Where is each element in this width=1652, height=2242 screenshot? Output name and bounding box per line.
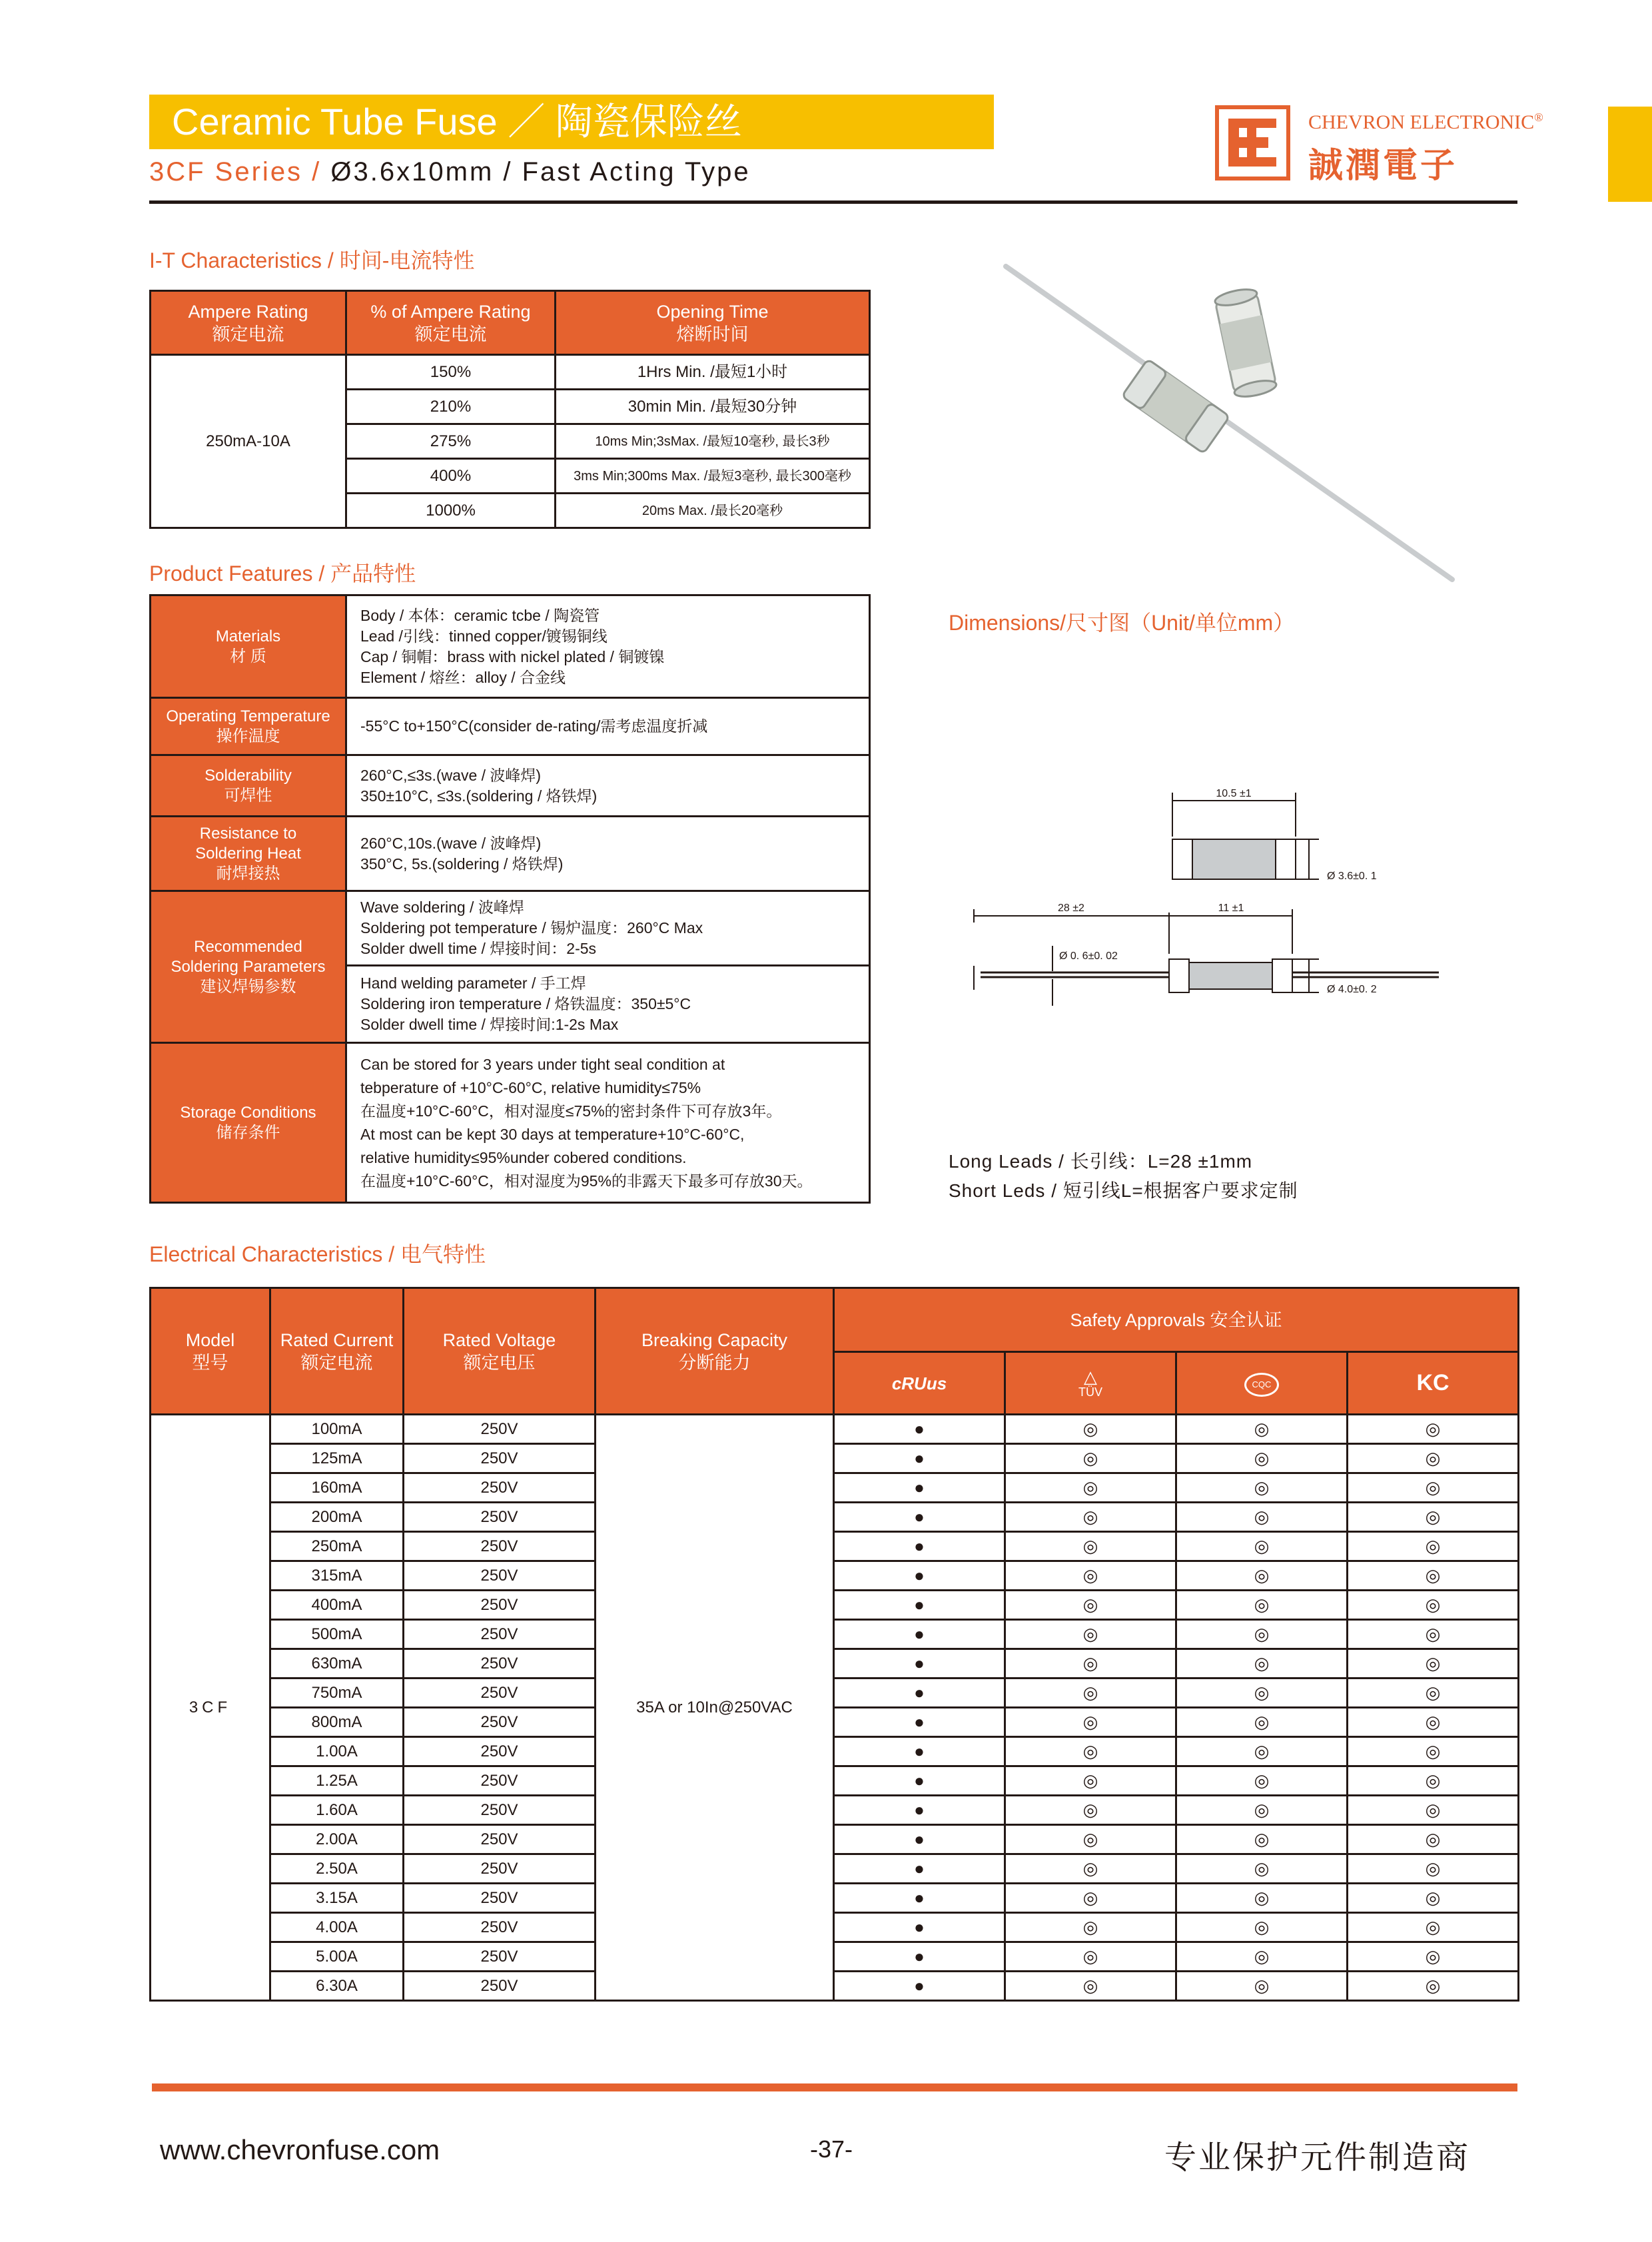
series-prefix: 3CF Series /	[149, 157, 331, 187]
ec-voltage: 250V	[404, 1796, 596, 1825]
ec-current: 630mA	[270, 1649, 404, 1679]
pf-label-recommended	[151, 891, 346, 1043]
cqc-approval-dot: ◎	[1176, 1942, 1348, 1972]
pf-table	[149, 594, 871, 1204]
ec-current: 1.60A	[270, 1796, 404, 1825]
dim-lead-length: 28 ±2	[1058, 903, 1084, 914]
kc-approval-dot: ◎	[1348, 1444, 1519, 1473]
ec-row	[151, 1708, 1519, 1737]
pf-heading: Product Features / 产品特性	[149, 561, 416, 585]
ul-approval-dot: ●	[834, 1913, 1005, 1942]
pf-label-storage	[151, 1043, 346, 1203]
dim-body-length-2: 11 ±1	[1218, 903, 1244, 914]
ec-header-line: Rated Current	[280, 1329, 394, 1350]
ec-current: 5.00A	[270, 1942, 404, 1972]
pf-label-line: Recommended	[194, 937, 302, 956]
ec-header-line: Model	[185, 1329, 235, 1350]
dim-body-diameter: Ø 3.6±0. 1	[1327, 871, 1377, 882]
ec-voltage: 250V	[404, 1913, 596, 1942]
ec-row	[151, 1444, 1519, 1473]
ul-approval-dot: ●	[834, 1649, 1005, 1679]
pf-text-line: tebperature of +10°C-60°C, relative humidity≤75%	[360, 1078, 701, 1096]
cqc-approval-dot: ◎	[1176, 1913, 1348, 1942]
pf-op-temp: -55°C to+150°C(consider de-rating/需考虑温度折减	[346, 698, 870, 755]
ec-header-model	[151, 1288, 270, 1415]
pf-label-materials	[151, 595, 346, 698]
page-number: -37-	[810, 2135, 853, 2163]
pf-label-line: 材 质	[230, 647, 266, 665]
ec-current: 250mA	[270, 1532, 404, 1561]
ec-row	[151, 1884, 1519, 1913]
it-time: 30min Min. /最短30分钟	[556, 390, 870, 424]
cqc-approval-dot: ◎	[1176, 1825, 1348, 1854]
pf-label-line: 储存条件	[216, 1123, 280, 1142]
ec-current: 800mA	[270, 1708, 404, 1737]
ec-row	[151, 1913, 1519, 1942]
cqc-approval-dot: ◎	[1176, 1679, 1348, 1708]
kc-approval-dot: ◎	[1348, 1620, 1519, 1649]
kc-approval-dot: ◎	[1348, 1415, 1519, 1444]
it-header-time	[556, 291, 870, 355]
pf-text-line: Solder dwell time / 焊接时间:1-2s Max	[360, 1016, 619, 1033]
pf-label-line: Resistance to	[199, 824, 297, 843]
series-spec: Ø3.6x10mm / Fast Acting Type	[330, 157, 751, 187]
kc-approval-dot: ◎	[1348, 1503, 1519, 1532]
it-pct: 275%	[346, 424, 556, 459]
ul-approval-dot: ●	[834, 1825, 1005, 1854]
pf-text-line: Soldering pot temperature / 锡炉温度：260°C Max	[360, 919, 703, 936]
it-time: 20ms Max. /最长20毫秒	[556, 494, 870, 528]
pf-text-line: 260°C,≤3s.(wave / 波峰焊)	[360, 766, 542, 784]
kc-approval-dot: ◎	[1348, 1679, 1519, 1708]
cqc-mark-icon: CQC	[1244, 1373, 1279, 1397]
ec-row	[151, 1415, 1519, 1444]
ec-current: 1.00A	[270, 1737, 404, 1766]
ul-approval-dot: ●	[834, 1591, 1005, 1620]
ec-voltage: 250V	[404, 1766, 596, 1796]
it-pct: 150%	[346, 355, 556, 390]
ec-row	[151, 1796, 1519, 1825]
pf-label-line: 建议焊锡参数	[200, 977, 296, 996]
tuv-approval-dot: ◎	[1005, 1766, 1176, 1796]
ec-voltage: 250V	[404, 1561, 596, 1591]
footer-url[interactable]: www.chevronfuse.com	[160, 2134, 440, 2165]
ec-header-tuv-icon	[1005, 1352, 1176, 1415]
cqc-approval-dot: ◎	[1176, 1649, 1348, 1679]
ec-row	[151, 1679, 1519, 1708]
pf-label-line: Soldering Parameters	[171, 957, 326, 976]
ec-current: 2.50A	[270, 1854, 404, 1884]
pf-text-line: 350°C, 5s.(soldering / 烙铁焊)	[360, 855, 564, 873]
ec-header-line: 分断能力	[678, 1352, 751, 1373]
dimensions-heading: Dimensions/尺寸图（Unit/单位mm）	[949, 611, 1295, 635]
tuv-approval-dot: ◎	[1005, 1591, 1176, 1620]
cqc-approval-dot: ◎	[1176, 1708, 1348, 1737]
ec-table	[149, 1287, 1519, 2002]
pf-label-resist	[151, 817, 346, 891]
tuv-approval-dot: ◎	[1005, 1532, 1176, 1561]
pf-label-line: 可焊性	[224, 786, 272, 805]
ec-voltage: 250V	[404, 1854, 596, 1884]
tuv-approval-dot: ◎	[1005, 1942, 1176, 1972]
pf-label-line: 操作温度	[216, 727, 280, 745]
tuv-approval-dot: ◎	[1005, 1561, 1176, 1591]
long-leads-note: Long Leads / 长引线：L=28 ±1mm	[949, 1151, 1253, 1172]
tuv-approval-dot: ◎	[1005, 1825, 1176, 1854]
ec-header-current	[270, 1288, 404, 1415]
ec-current: 100mA	[270, 1415, 404, 1444]
ul-approval-dot: ●	[834, 1708, 1005, 1737]
ec-header-ul-icon	[834, 1352, 1005, 1415]
pf-text-line: 在温度+10°C-60°C，相对湿度≤75%的密封条件下可存放3年。	[360, 1102, 782, 1120]
dimension-drawing	[959, 779, 1505, 1072]
ec-row	[151, 1766, 1519, 1796]
ec-header-line: 额定电压	[463, 1352, 536, 1373]
cqc-approval-dot: ◎	[1176, 1503, 1348, 1532]
ec-heading: Electrical Characteristics / 电气特性	[149, 1242, 486, 1266]
pf-resist	[346, 817, 870, 891]
tuv-approval-dot: ◎	[1005, 1503, 1176, 1532]
pf-text-line: Soldering iron temperature / 烙铁温度：350±5°C	[360, 995, 691, 1012]
cqc-approval-dot: ◎	[1176, 1620, 1348, 1649]
kc-approval-dot: ◎	[1348, 1825, 1519, 1854]
dim-lead-diameter: Ø 0. 6±0. 02	[1059, 950, 1118, 962]
page-title: Ceramic Tube Fuse ／ 陶瓷保险丝	[172, 101, 742, 143]
ec-row	[151, 1737, 1519, 1766]
ec-header-safety: Safety Approvals 安全认证	[834, 1288, 1519, 1352]
cqc-approval-dot: ◎	[1176, 1473, 1348, 1503]
pf-storage	[346, 1043, 870, 1203]
ec-row	[151, 1620, 1519, 1649]
pf-label-line: 耐焊接热	[216, 864, 280, 883]
tuv-approval-dot: ◎	[1005, 1620, 1176, 1649]
pf-text-line: Solder dwell time / 焊接时间：2-5s	[360, 940, 597, 957]
pf-text-line: 260°C,10s.(wave / 波峰焊)	[360, 834, 542, 852]
ec-header-line: Rated Voltage	[442, 1329, 556, 1350]
tuv-approval-dot: ◎	[1005, 1796, 1176, 1825]
kc-approval-dot: ◎	[1348, 1591, 1519, 1620]
pf-solder	[346, 755, 870, 817]
tuv-approval-dot: ◎	[1005, 1649, 1176, 1679]
it-header-ampere-cn: 额定电流	[212, 324, 284, 344]
pf-text-line: relative humidity≤95%under cobered conditions.	[360, 1148, 687, 1166]
pf-rec-wave	[346, 891, 870, 966]
pf-label-line: Solderability	[205, 766, 292, 785]
ec-voltage: 250V	[404, 1737, 596, 1766]
it-header-ampere-en: Ampere Rating	[188, 301, 308, 322]
kc-approval-dot: ◎	[1348, 1561, 1519, 1591]
ul-approval-dot: ●	[834, 1972, 1005, 2001]
tuv-approval-dot: ◎	[1005, 1444, 1176, 1473]
ec-current: 500mA	[270, 1620, 404, 1649]
ec-voltage: 250V	[404, 1532, 596, 1561]
kc-approval-dot: ◎	[1348, 1708, 1519, 1737]
tuv-approval-dot: ◎	[1005, 1884, 1176, 1913]
ec-row	[151, 1591, 1519, 1620]
pf-text-line: At most can be kept 30 days at temperature+10°C-60°C,	[360, 1125, 745, 1143]
logo-registered: ®	[1534, 111, 1543, 124]
ul-approval-dot: ●	[834, 1854, 1005, 1884]
footer-rule	[152, 2083, 1517, 2091]
ul-approval-dot: ●	[834, 1532, 1005, 1561]
ul-approval-dot: ●	[834, 1766, 1005, 1796]
tuv-approval-dot: ◎	[1005, 1737, 1176, 1766]
ec-row	[151, 1649, 1519, 1679]
logo-text-en	[1308, 111, 1543, 134]
kc-approval-dot: ◎	[1348, 1913, 1519, 1942]
pf-text-line: Wave soldering / 波峰焊	[360, 899, 524, 916]
ul-approval-dot: ●	[834, 1503, 1005, 1532]
tuv-triangle-icon: △	[1084, 1366, 1097, 1387]
it-header-percent-cn: 额定电流	[414, 324, 487, 344]
pf-text-line: Can be stored for 3 years under tight seal condition at	[360, 1055, 725, 1073]
ec-current: 400mA	[270, 1591, 404, 1620]
ec-row	[151, 1972, 1519, 2001]
it-header-ampere	[151, 291, 346, 355]
tuv-approval-dot: ◎	[1005, 1415, 1176, 1444]
it-table	[149, 290, 871, 529]
ec-header-kc-icon	[1348, 1352, 1519, 1415]
ec-voltage: 250V	[404, 1591, 596, 1620]
side-tab	[1608, 107, 1652, 202]
ec-voltage: 250V	[404, 1972, 596, 2001]
tuv-approval-dot: ◎	[1005, 1913, 1176, 1942]
pf-materials	[346, 595, 870, 698]
ul-approval-dot: ●	[834, 1620, 1005, 1649]
ec-voltage: 250V	[404, 1620, 596, 1649]
tuv-mark-text: TÜV	[1078, 1385, 1102, 1399]
ec-current: 3.15A	[270, 1884, 404, 1913]
cqc-approval-dot: ◎	[1176, 1532, 1348, 1561]
cqc-approval-dot: ◎	[1176, 1561, 1348, 1591]
ul-approval-dot: ●	[834, 1942, 1005, 1972]
pf-label-line: Soldering Heat	[195, 844, 301, 863]
it-range: 250mA-10A	[151, 355, 346, 528]
pf-text-line: 在温度+10°C-60°C，相对湿度为95%的非露天下最多可存放30天。	[360, 1172, 813, 1190]
ec-header-breaking	[596, 1288, 834, 1415]
pf-text-line: Cap / 铜帽：brass with nickel plated / 铜镀镍	[360, 647, 665, 665]
tuv-approval-dot: ◎	[1005, 1708, 1176, 1737]
cqc-approval-dot: ◎	[1176, 1854, 1348, 1884]
ec-model: 3CF	[151, 1415, 270, 2001]
ec-row	[151, 1473, 1519, 1503]
ec-voltage: 250V	[404, 1884, 596, 1913]
dim-body-length: 10.5 ±1	[1216, 788, 1252, 799]
ec-header-line: Breaking Capacity	[641, 1329, 788, 1350]
it-header-time-en: Opening Time	[656, 301, 769, 322]
cqc-approval-dot: ◎	[1176, 1415, 1348, 1444]
ec-current: 6.30A	[270, 1972, 404, 2001]
it-header-percent	[346, 291, 556, 355]
ec-voltage: 250V	[404, 1825, 596, 1854]
it-pct: 210%	[346, 390, 556, 424]
header-rule	[149, 200, 1517, 204]
ec-row	[151, 1825, 1519, 1854]
it-pct: 1000%	[346, 494, 556, 528]
pf-text-line: 350±10°C, ≤3s.(soldering / 烙铁焊)	[360, 787, 598, 805]
ul-approval-dot: ●	[834, 1884, 1005, 1913]
ec-voltage: 250V	[404, 1708, 596, 1737]
logo-en-label: CHEVRON ELECTRONIC	[1308, 111, 1535, 133]
cqc-approval-dot: ◎	[1176, 1444, 1348, 1473]
ec-voltage: 250V	[404, 1473, 596, 1503]
kc-mark-icon: KC	[1416, 1369, 1449, 1395]
pf-text-line: Body / 本体：ceramic tcbe / 陶瓷管	[360, 606, 600, 624]
kc-approval-dot: ◎	[1348, 1532, 1519, 1561]
ec-current: 750mA	[270, 1679, 404, 1708]
tuv-approval-dot: ◎	[1005, 1473, 1176, 1503]
kc-approval-dot: ◎	[1348, 1972, 1519, 2001]
it-header-time-cn: 熔断时间	[676, 324, 749, 344]
ec-breaking: 35A or 10In@250VAC	[596, 1415, 834, 2001]
dim-cap-diameter: Ø 4.0±0. 2	[1327, 984, 1377, 995]
it-pct: 400%	[346, 459, 556, 494]
logo-text-cn: 誠潤電子	[1308, 145, 1458, 186]
cqc-approval-dot: ◎	[1176, 1737, 1348, 1766]
tuv-approval-dot: ◎	[1005, 1854, 1176, 1884]
tuv-approval-dot: ◎	[1005, 1679, 1176, 1708]
cqc-approval-dot: ◎	[1176, 1884, 1348, 1913]
ec-row	[151, 1532, 1519, 1561]
ec-voltage: 250V	[404, 1679, 596, 1708]
pf-rec-hand	[346, 966, 870, 1043]
it-heading: I-T Characteristics / 时间-电流特性	[149, 248, 475, 272]
cqc-approval-dot: ◎	[1176, 1796, 1348, 1825]
ul-approval-dot: ●	[834, 1737, 1005, 1766]
pf-text-line: Lead /引线：tinned copper/镀锡铜线	[360, 627, 608, 645]
ul-approval-dot: ●	[834, 1796, 1005, 1825]
kc-approval-dot: ◎	[1348, 1737, 1519, 1766]
ec-row	[151, 1942, 1519, 1972]
pf-label-op-temp	[151, 698, 346, 755]
kc-approval-dot: ◎	[1348, 1854, 1519, 1884]
it-time: 3ms Min;300ms Max. /最短3毫秒, 最长300毫秒	[556, 459, 870, 494]
kc-approval-dot: ◎	[1348, 1766, 1519, 1796]
short-leads-note: Short Leds / 短引线L=根据客户要求定制	[949, 1180, 1298, 1201]
ec-body	[151, 1415, 1519, 2001]
ec-header-line: 型号	[192, 1352, 228, 1373]
pf-label-line: Materials	[215, 627, 281, 645]
cqc-approval-dot: ◎	[1176, 1591, 1348, 1620]
ec-current: 2.00A	[270, 1825, 404, 1854]
ul-approval-dot: ●	[834, 1444, 1005, 1473]
series-subtitle	[149, 157, 751, 187]
it-time: 1Hrs Min. /最短1小时	[556, 355, 870, 390]
ec-row	[151, 1561, 1519, 1591]
kc-approval-dot: ◎	[1348, 1649, 1519, 1679]
tuv-approval-dot: ◎	[1005, 1972, 1176, 2001]
ec-current: 200mA	[270, 1503, 404, 1532]
ec-header-line: 额定电流	[300, 1352, 373, 1373]
ul-approval-dot: ●	[834, 1473, 1005, 1503]
kc-approval-dot: ◎	[1348, 1884, 1519, 1913]
ul-approval-dot: ●	[834, 1561, 1005, 1591]
it-header-percent-en: % of Ampere Rating	[370, 301, 531, 322]
pf-text-line: Hand welding parameter / 手工焊	[360, 974, 586, 992]
footer-tagline: 专业保护元件制造商	[1164, 2140, 1471, 2175]
ec-row	[151, 1503, 1519, 1532]
ec-header-cqc-icon	[1176, 1352, 1348, 1415]
kc-approval-dot: ◎	[1348, 1473, 1519, 1503]
pf-label-solder	[151, 755, 346, 817]
cqc-approval-dot: ◎	[1176, 1972, 1348, 2001]
ec-current: 315mA	[270, 1561, 404, 1591]
kc-approval-dot: ◎	[1348, 1942, 1519, 1972]
ul-mark-icon: cRUus	[891, 1373, 947, 1393]
ec-voltage: 250V	[404, 1942, 596, 1972]
ul-approval-dot: ●	[834, 1679, 1005, 1708]
fuse-photo-illustration	[999, 260, 1465, 593]
ul-approval-dot: ●	[834, 1415, 1005, 1444]
kc-approval-dot: ◎	[1348, 1796, 1519, 1825]
cqc-approval-dot: ◎	[1176, 1766, 1348, 1796]
ec-header-voltage	[404, 1288, 596, 1415]
pf-label-line: Operating Temperature	[166, 707, 330, 725]
pf-label-line: Storage Conditions	[180, 1103, 316, 1122]
it-time: 10ms Min;3sMax. /最短10毫秒, 最长3秒	[556, 424, 870, 459]
ec-voltage: 250V	[404, 1415, 596, 1444]
ec-voltage: 250V	[404, 1503, 596, 1532]
ec-current: 160mA	[270, 1473, 404, 1503]
ec-current: 4.00A	[270, 1913, 404, 1942]
ec-current: 1.25A	[270, 1766, 404, 1796]
ec-voltage: 250V	[404, 1444, 596, 1473]
ec-current: 125mA	[270, 1444, 404, 1473]
ec-row	[151, 1854, 1519, 1884]
pf-text-line: Element / 熔丝：alloy / 合金线	[360, 668, 566, 686]
chevron-logo-icon	[1215, 105, 1290, 181]
ec-voltage: 250V	[404, 1649, 596, 1679]
